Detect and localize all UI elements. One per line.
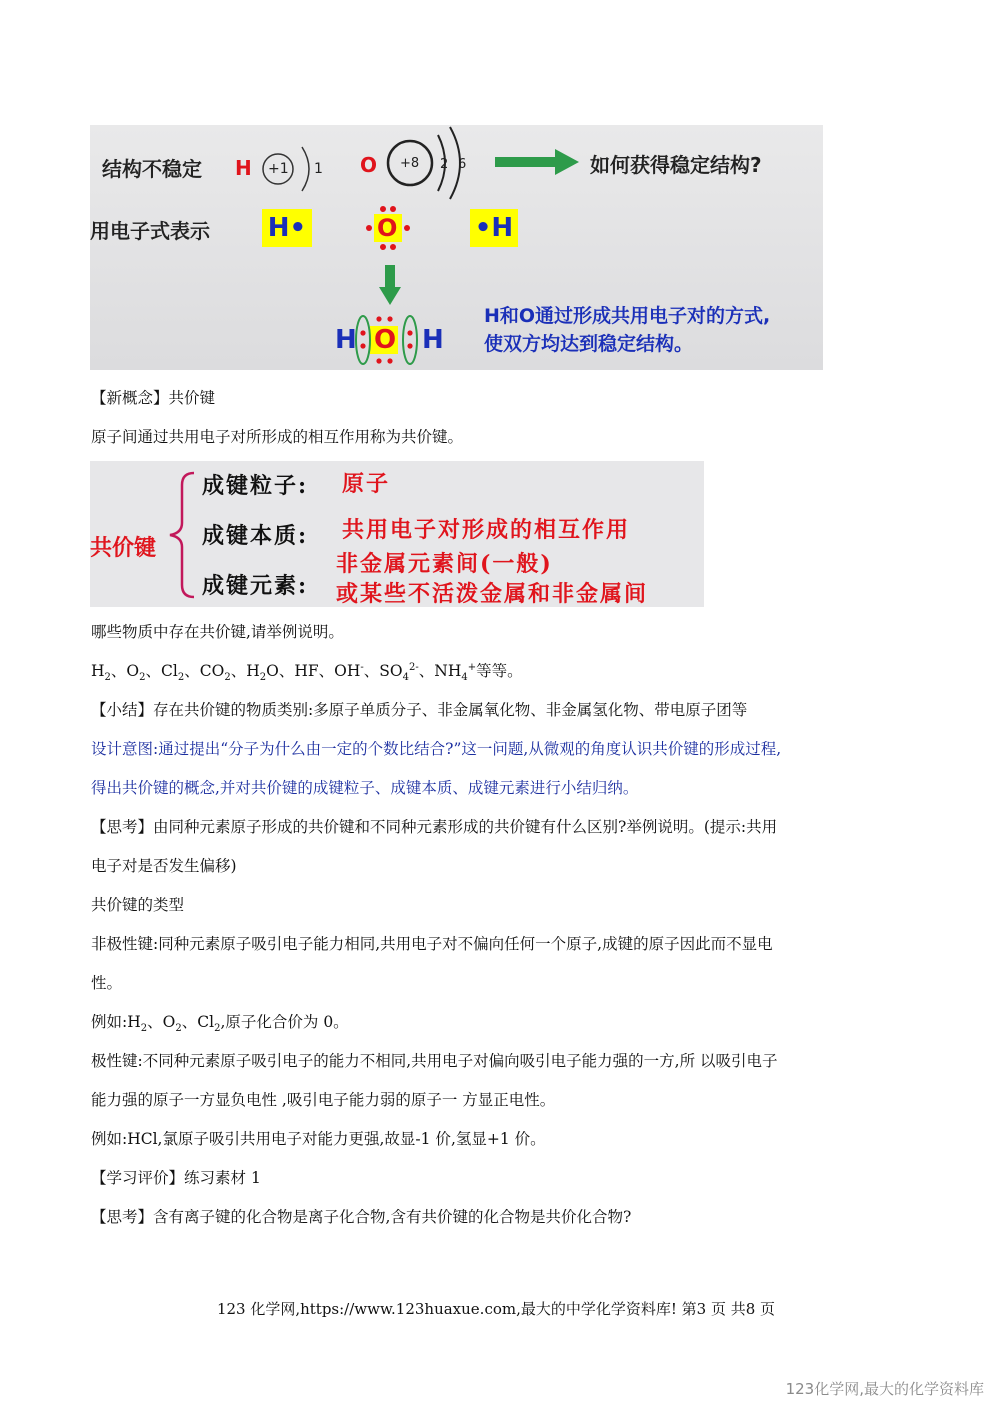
design-line2: 得出共价键的概念,并对共价键的成键粒子、成键本质、成键元素进行小结归纳。 (91, 779, 639, 797)
covalent-bond-label: 共价键 (90, 535, 157, 561)
concept-definition: 原子间通过共用电子对所形成的相互作用称为共价键。 (91, 428, 464, 446)
row1-value: 原子 (342, 471, 391, 497)
o-shell2: 6 (458, 157, 467, 172)
explanation-line1: H和O通过形成共用电子对的方式, (484, 305, 771, 327)
summary-text: 存在共价键的物质类别:多原子单质分子、非金属氧化物、非金属氢化物、带电原子团等 (153, 701, 748, 719)
think1-line2: 电子对是否发生偏移) (91, 857, 237, 875)
think1-line1 (91, 817, 777, 837)
think2-tag: 【思考】 (91, 1208, 154, 1226)
arrow-down-icon (379, 265, 401, 305)
arrow-right-icon (495, 149, 580, 175)
summary-line (91, 700, 747, 720)
h-nucleus: +1 (268, 161, 289, 177)
o-dot-symbol: O (377, 214, 398, 242)
think1-text: 由同种元素原子形成的共价键和不同种元素形成的共价键有什么区别?举例说明。(提示:共用 (153, 818, 778, 836)
unstable-label: 结构不稳定 (102, 157, 202, 181)
page-footer: 123 化学网,https://www.123huaxue.com,最大的中学化学资料库! 第3 页 共8 页 (216, 1300, 776, 1318)
o-symbol: O (360, 153, 378, 177)
nonpolar-example: 例如$:H_2$、$O_2$、$Cl_2$,原子化合价为 0。 (91, 1013, 349, 1035)
row3-value2: 或某些不活泼金属和非金属间 (336, 581, 649, 607)
new-concept-line (91, 388, 215, 408)
explanation-line2: 使双方均达到稳定结构。 (484, 333, 694, 355)
bond-o: O (374, 325, 397, 355)
o-electron-dot (365, 205, 411, 251)
nonpolar-line1: 非极性键:同种元素原子吸引电子能力相同,共用电子对不偏向任何一个原子,成键的原子因此而不显电 (91, 935, 773, 953)
water-electron-formula (330, 313, 450, 365)
think2-line (91, 1207, 631, 1227)
types-title: 共价键的类型 (91, 896, 185, 914)
bond-h-right: H (422, 325, 444, 355)
valence-dots (365, 205, 411, 251)
h-dot-right: •H (470, 209, 518, 247)
shared-pairs (330, 313, 450, 365)
o-nucleus: +8 (400, 156, 420, 171)
row1-key: 成键粒子: (202, 473, 309, 499)
h-symbol: H (235, 156, 252, 180)
design-line1: 设计意图:通过提出“分子为什么由一定的个数比结合?”这一问题,从微观的角度认识共价键的形成过程, (91, 740, 782, 758)
bond-h-left: H (335, 325, 357, 355)
think1-tag: 【思考】 (91, 818, 154, 836)
electron-label: 用电子式表示 (90, 219, 210, 243)
o-shell1: 2 (440, 157, 449, 172)
examples-formulas: $H_2$、$O_2$、$Cl_2$、$CO_2$、$H_2O$、HF、OH-、$SO_4^{2-}$、$NH_4^+$等等。 (91, 661, 523, 684)
polar-example: 例如:HCl,氯原子吸引共用电子对能力更强,故显-1 价,氢显+1 价。 (91, 1130, 546, 1148)
row3-value1: 非金属元素间(一般) (336, 551, 553, 577)
h-shell: 1 (314, 161, 323, 177)
covalent-formation-figure (90, 125, 823, 370)
new-concept-title: 共价键 (168, 389, 216, 407)
polar-line1: 极性键:不同种元素原子吸引电子的能力不相同,共用电子对偏向吸引电子能力强的一方,所 以吸引电子 (91, 1052, 778, 1070)
think2-text: 含有离子键的化合物是离子化合物,含有共价键的化合物是共价化合物? (153, 1208, 632, 1226)
curly-brace (164, 469, 204, 601)
question: 如何获得稳定结构? (590, 153, 762, 177)
watermark: 123化学网,最大的化学资料库 (785, 1380, 984, 1398)
evaluation-line (91, 1168, 261, 1188)
covalent-summary-figure (90, 461, 704, 607)
evaluation-tag: 【学习评价】 (91, 1169, 185, 1187)
nonpolar-line2: 性。 (91, 974, 123, 992)
polar-line2: 能力强的原子一方显负电性 ,吸引电子能力弱的原子一 方显正电性。 (91, 1091, 556, 1109)
new-concept-tag: 【新概念】 (91, 389, 169, 407)
h-dot-left: H• (262, 209, 312, 247)
row2-key: 成键本质: (202, 523, 309, 549)
row3-key: 成键元素: (202, 573, 309, 599)
summary-tag: 【小结】 (91, 701, 154, 719)
evaluation-text: 练习素材 1 (184, 1169, 261, 1187)
row2-value: 共用电子对形成的相互作用 (342, 517, 631, 543)
examples-question: 哪些物质中存在共价键,请举例说明。 (91, 623, 344, 641)
